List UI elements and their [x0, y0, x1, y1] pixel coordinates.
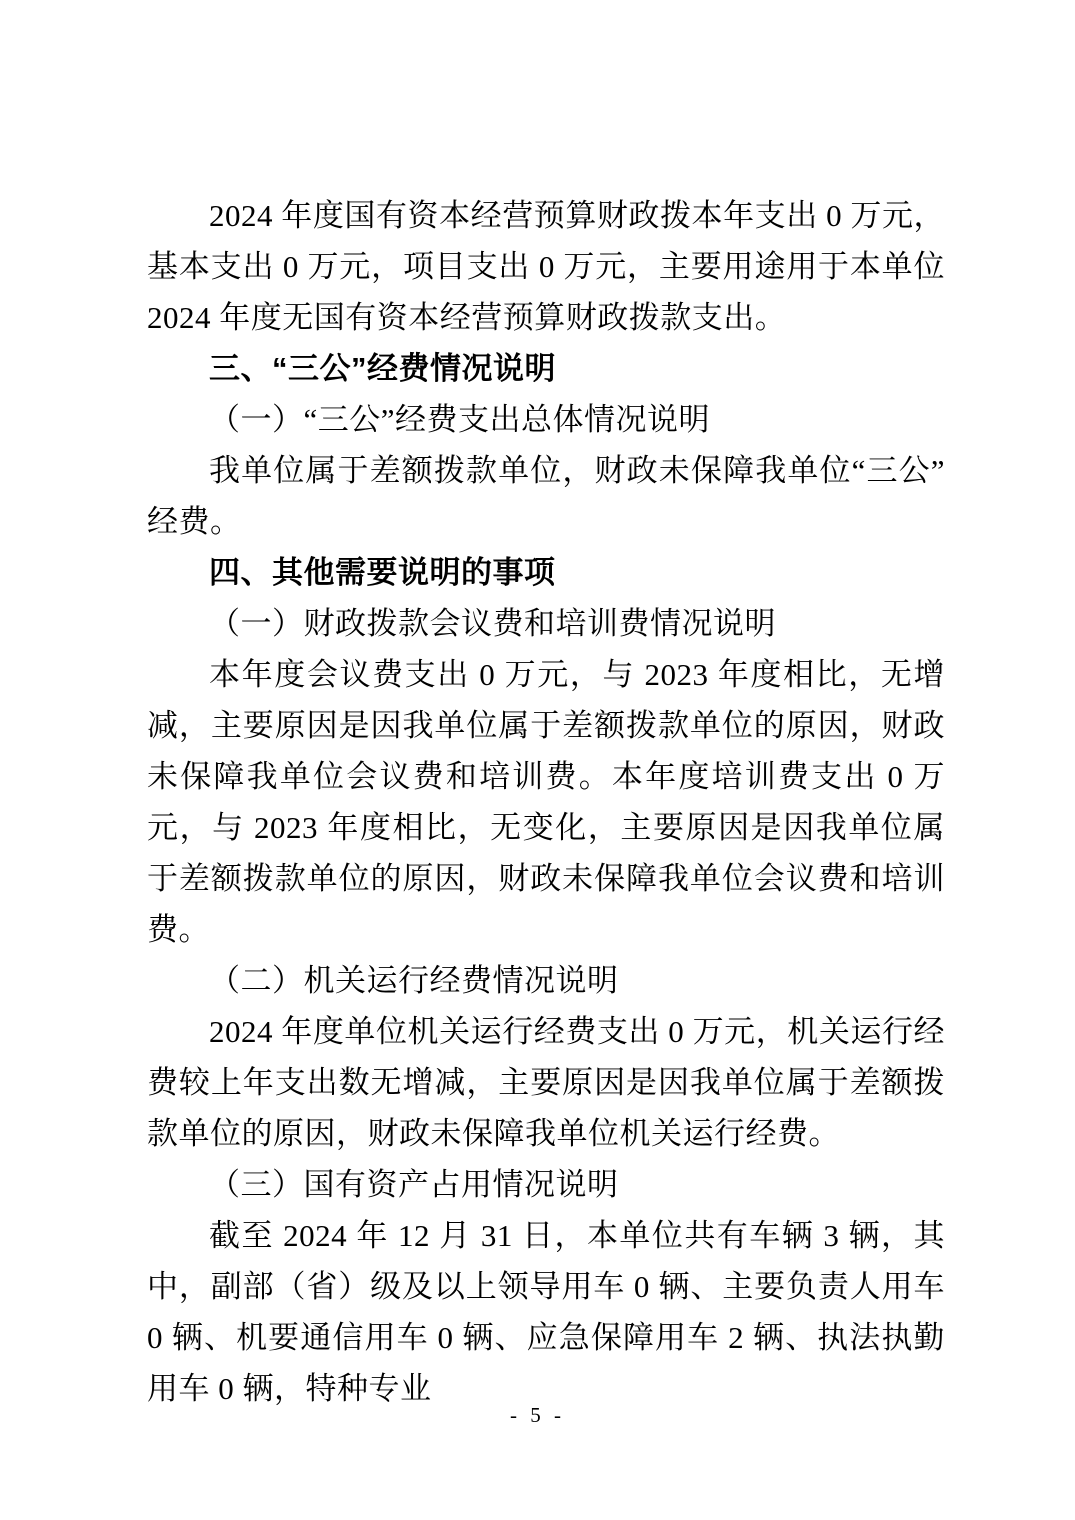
subheading-agency-operating-funds: （二）机关运行经费情况说明 — [209, 963, 619, 998]
section-heading-other-matters: 四、其他需要说明的事项 — [209, 555, 556, 590]
section-heading-three-public-funds: 三、“三公”经费情况说明 — [209, 351, 556, 386]
subheading-three-public-overall: （一）“三公”经费支出总体情况说明 — [209, 402, 711, 437]
paragraph-three-public-statement: 我单位属于差额拨款单位，财政未保障我单位“三公”经费。 — [147, 453, 945, 539]
subheading-state-asset-occupancy: （三）国有资产占用情况说明 — [209, 1167, 619, 1202]
paragraph-agency-operating-funds: 2024 年度单位机关运行经费支出 0 万元，机关运行经费较上年支出数无增减，主要原因是因我单位属于差额拨款单位的原因，财政未保障我单位机关运行经费。 — [147, 1014, 945, 1151]
paragraph-state-asset-vehicles: 截至 2024 年 12 月 31 日，本单位共有车辆 3 辆，其中，副部（省）级及以上领导用车 0 辆、主要负责人用车 0 辆、机要通信用车 0 辆、应急保障用车 2 辆、执法执勤用车 0 辆，特种专业 — [147, 1218, 945, 1406]
paragraph-state-capital-budget: 2024 年度国有资本经营预算财政拨本年支出 0 万元，基本支出 0 万元，项目支出 0 万元，主要用途用于本单位 2024 年度无国有资本经营预算财政拨款支出。 — [147, 198, 945, 335]
document-text-block — [147, 190, 945, 1414]
page-number: - 5 - — [510, 1403, 565, 1427]
subheading-meeting-training-fees: （一）财政拨款会议费和培训费情况说明 — [209, 606, 776, 641]
paragraph-meeting-training-fees: 本年度会议费支出 0 万元，与 2023 年度相比，无增减，主要原因是因我单位属于差额拨款单位的原因，财政未保障我单位会议费和培训费。本年度培训费支出 0 万元，与 2023 年度相比，无变化，主要原因是因我单位属于差额拨款单位的原因，财政未保障我单位会议费和培训费。 — [147, 657, 945, 947]
